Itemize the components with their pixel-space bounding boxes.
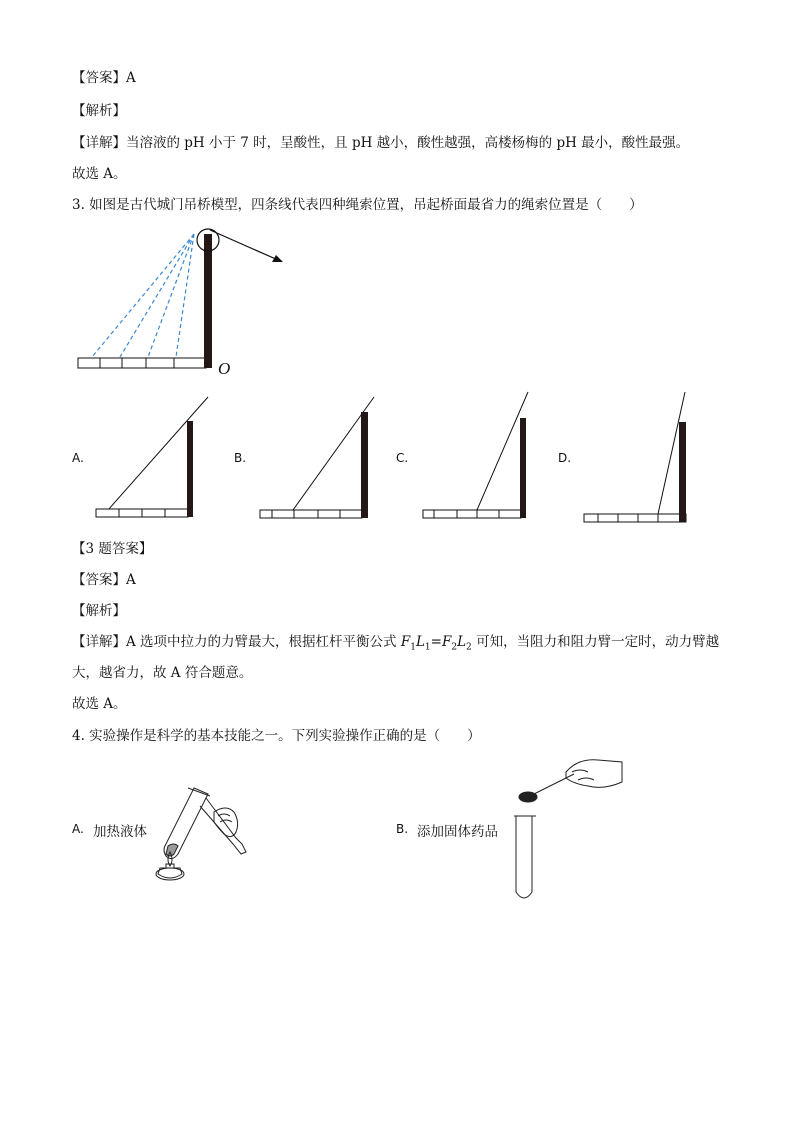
- formula-sub3: 2: [451, 642, 458, 653]
- q2-answer: 【答案】A: [72, 70, 136, 86]
- formula-l2: L: [457, 634, 467, 650]
- formula-l1: L: [415, 634, 425, 650]
- formula-sub4: 2: [466, 642, 472, 653]
- pivot-label: O: [218, 359, 231, 378]
- q4-option-b-label: B.: [396, 822, 409, 836]
- q2-conclusion: 故选 A。: [72, 166, 127, 182]
- q3-conclusion: 故选 A。: [72, 696, 127, 712]
- q3-detail-part2: 可知，当阻力和阻力臂一定时，动力臂越: [471, 634, 720, 650]
- formula-f2: F: [441, 634, 452, 650]
- formula-f1: F: [400, 634, 411, 650]
- q4-option-a-text: 加热液体: [93, 824, 147, 840]
- formula-sub1: 1: [410, 642, 416, 653]
- q3-option-a-figure: [96, 395, 211, 520]
- formula-eq: =: [430, 634, 442, 650]
- q2-analysis-heading: 【解析】: [72, 103, 126, 119]
- q3-detail-part1: 【详解】A 选项中拉力的力臂最大，根据杠杆平衡公式: [72, 634, 401, 650]
- adding-solid-figure: [508, 752, 628, 904]
- q3-detail-line-2: 大，越省力，故 A 符合题意。: [72, 665, 253, 681]
- drawbridge-figure: [70, 220, 300, 380]
- q3-option-d-label: D.: [558, 451, 572, 465]
- q3-stem: 3. 如图是古代城门吊桥模型，四条线代表四种绳索位置，吊起桥面最省力的绳索位置是（ ）: [72, 197, 643, 213]
- q3-section-title: 【3 题答案】: [72, 541, 153, 557]
- pull-arrow: [210, 230, 278, 260]
- q4-option-a-label: A.: [72, 822, 84, 836]
- q3-option-a-label: A.: [72, 451, 84, 465]
- q3-option-d-figure: [582, 390, 692, 525]
- rope-line-2: [120, 234, 194, 357]
- q4-option-b-text: 添加固体药品: [417, 824, 498, 840]
- q2-detail: 【详解】当溶液的 pH 小于 7 时，呈酸性，且 pH 越小，酸性越强，高楼杨梅的 pH 最小，酸性最强。: [72, 135, 690, 151]
- bridge-deck: [78, 358, 206, 368]
- q3-answer: 【答案】A: [72, 572, 136, 588]
- q4-stem: 4. 实验操作是科学的基本技能之一。下列实验操作正确的是（ ）: [72, 728, 481, 744]
- heating-liquid-figure: [148, 782, 253, 887]
- q3-option-c-figure: [421, 390, 541, 525]
- q3-option-b-label: B.: [234, 451, 247, 465]
- tower-pole: [204, 234, 212, 368]
- q3-detail-line-1: [72, 630, 719, 653]
- formula-sub2: 1: [424, 642, 431, 653]
- q3-analysis-heading: 【解析】: [72, 603, 126, 619]
- rope-line-3: [148, 234, 194, 357]
- q3-option-c-label: C.: [396, 451, 409, 465]
- q3-option-b-figure: [258, 395, 378, 525]
